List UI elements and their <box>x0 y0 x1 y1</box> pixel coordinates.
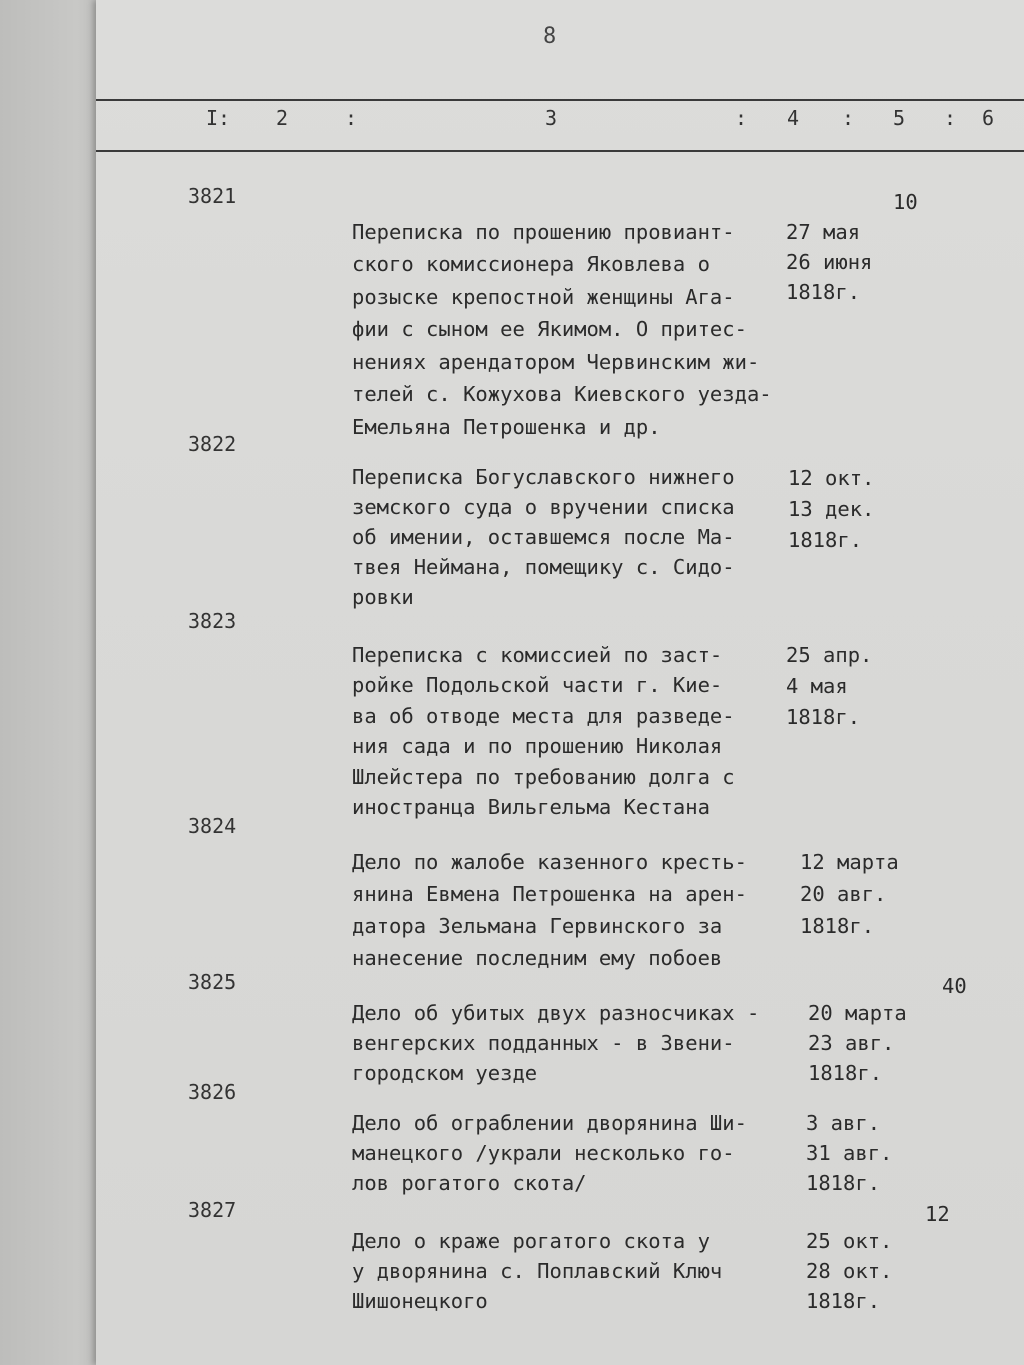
description-line: Дело об ограблении дворянина Ши- <box>352 1111 747 1135</box>
description-line: ройке Подольской части г. Кие- <box>352 673 723 697</box>
description-line: фии с сыном ее Якимом. О притес- <box>352 317 747 341</box>
column-header-2: 2 <box>276 106 289 130</box>
date-year: 1818г. <box>786 280 861 304</box>
record-number: 3825 <box>188 970 237 994</box>
description-line: твея Неймана, помещику с. Сидо- <box>352 555 735 579</box>
description-line: Переписка с комиссией по заст- <box>352 642 723 667</box>
description-line: венгерских подданных - в Звени- <box>352 1031 735 1055</box>
description-line: ровки <box>352 585 414 609</box>
record-number: 3821 <box>188 184 237 208</box>
date-start: 27 мая <box>786 220 861 244</box>
description-line: манецкого /украли несколько го- <box>352 1141 735 1165</box>
record-number: 3827 <box>188 1198 237 1222</box>
description-line: телей с. Кожухова Киевского уезда- <box>352 382 772 406</box>
description-line: городском уезде <box>352 1061 538 1085</box>
column-separator: : <box>735 106 748 130</box>
description-line: Шлейстера по требованию долга с <box>352 764 735 789</box>
date-year: 1818г. <box>786 705 861 729</box>
date-end: 23 авг. <box>808 1031 895 1055</box>
description-line: Шишонецкого <box>352 1289 488 1313</box>
date-end: 20 авг. <box>800 882 887 906</box>
date-start: 20 марта <box>808 1001 907 1025</box>
header-top-rule <box>96 99 1024 101</box>
date-start: 25 окт. <box>806 1229 893 1253</box>
date-end: 4 мая <box>786 674 848 698</box>
date-start: 12 окт. <box>788 466 875 490</box>
column-header-5: 5 <box>893 106 906 130</box>
column-header-6: 6 <box>982 106 995 130</box>
record-dates <box>786 609 872 764</box>
description-line: у дворянина с. Поплавский Ключ <box>352 1259 723 1283</box>
description-line: розыске крепостной женщины Ага- <box>352 284 735 309</box>
date-year: 1818г. <box>806 1171 881 1195</box>
date-start: 25 апр. <box>786 643 873 667</box>
date-end: 26 июня <box>786 250 873 274</box>
description-line: ва об отводе места для разведе- <box>352 703 735 728</box>
description-line: Дело по жалобе казенного кресть- <box>352 850 747 874</box>
description-line: ния сада и по прошению Николая <box>352 734 723 758</box>
column-separator: : <box>944 106 957 130</box>
date-year: 1818г. <box>788 528 863 552</box>
date-end: 13 дек. <box>788 497 875 521</box>
description-line: нанесение последним ему побоев <box>352 946 723 970</box>
column-separator: : <box>842 106 855 130</box>
column-header-3: 3 <box>545 106 558 130</box>
record-dates <box>788 432 874 587</box>
description-line: Переписка Богуславского нижнего <box>352 465 735 489</box>
record-dates <box>800 814 899 974</box>
date-start: 12 марта <box>800 850 899 874</box>
record-description <box>352 1196 722 1346</box>
date-year: 1818г. <box>800 914 875 938</box>
record-number: 3826 <box>188 1080 237 1104</box>
description-line: Переписка по прошению провиант- <box>352 219 735 244</box>
sheet-count: 12 <box>925 1202 950 1226</box>
sheet-count: 40 <box>942 974 967 998</box>
date-end: 28 окт. <box>806 1259 893 1283</box>
description-line: земского суда о вручении списка <box>352 495 735 519</box>
description-line: Емельяна Петрошенка и др. <box>352 414 661 439</box>
description-line: Дело об убитых двух разносчиках - <box>352 1001 760 1025</box>
record-number: 3823 <box>188 609 237 633</box>
page-number: 8 <box>543 24 557 49</box>
description-line: об имении, оставшемся после Ма- <box>352 525 735 549</box>
description-line: лов рогатого скота/ <box>352 1171 587 1195</box>
description-line: нениях арендатором Червинским жи- <box>352 349 760 374</box>
description-line: датора Зельмана Гервинского за <box>352 914 723 938</box>
date-year: 1818г. <box>808 1061 883 1085</box>
record-dates <box>786 187 872 337</box>
description-line: Дело о краже рогатого скота у <box>352 1229 710 1253</box>
underlying-page <box>0 0 110 1365</box>
date-year: 1818г. <box>806 1289 881 1313</box>
column-separator: : <box>345 106 358 130</box>
header-bottom-rule <box>96 150 1024 152</box>
description-line: ского комиссионера Яковлева о <box>352 252 710 276</box>
record-number: 3822 <box>188 432 237 456</box>
column-header-4: 4 <box>787 106 800 130</box>
sheet-count: 10 <box>893 190 918 214</box>
description-line: иностранца Вильгельма Кестана <box>352 795 710 819</box>
record-number: 3824 <box>188 814 237 838</box>
column-header-1: I: <box>206 106 231 130</box>
date-start: 3 авг. <box>806 1111 881 1135</box>
description-line: янина Евмена Петрошенка на арен- <box>352 882 747 906</box>
record-dates <box>806 1196 892 1346</box>
date-end: 31 авг. <box>806 1141 893 1165</box>
